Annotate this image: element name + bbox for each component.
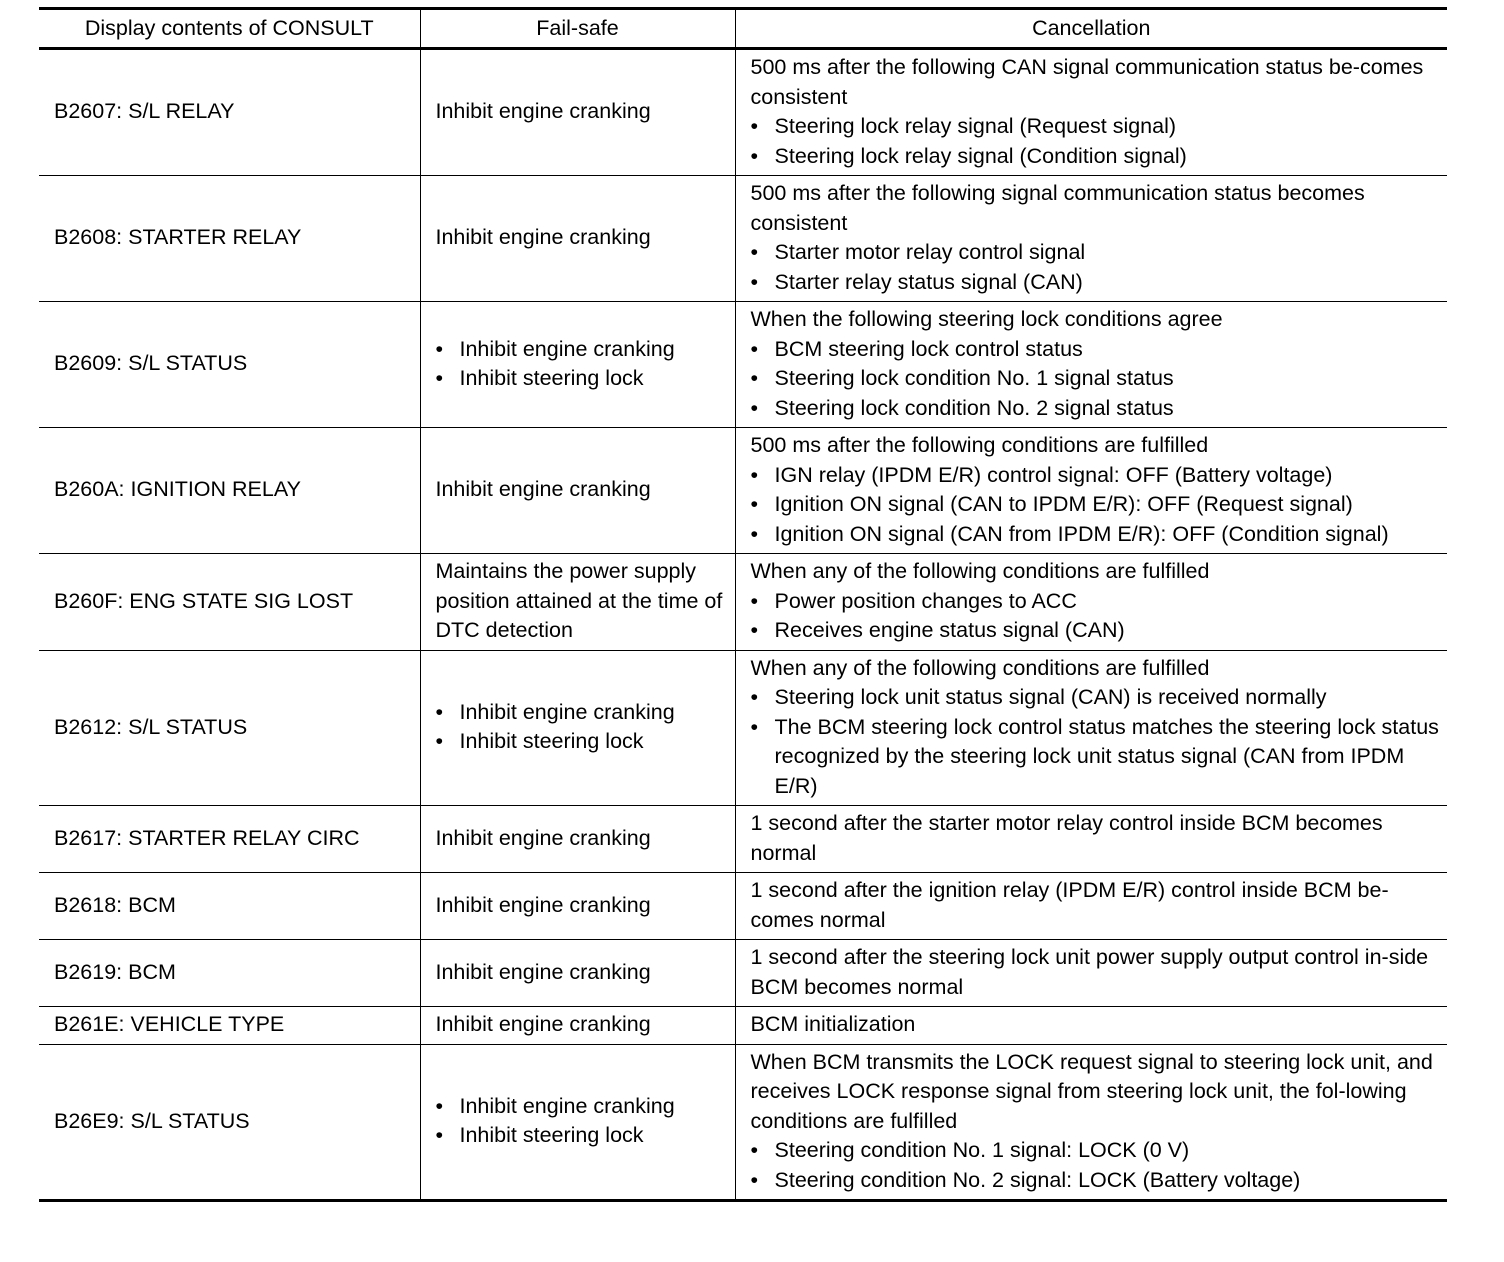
failsafe-item: Inhibit steering lock bbox=[459, 1123, 644, 1148]
cancellation-item: IGN relay (IPDM E/R) control signal: OFF (Battery voltage) bbox=[774, 462, 1333, 487]
dtc-code-cell: B2607: S/L RELAY bbox=[39, 49, 420, 176]
cancellation-item: Power position changes to ACC bbox=[774, 588, 1077, 613]
failsafe-table bbox=[39, 7, 1447, 1202]
failsafe-cell bbox=[420, 302, 735, 428]
cancellation-item: Steering lock relay signal (Condition signal) bbox=[774, 143, 1187, 168]
failsafe-text: Inhibit engine cranking bbox=[435, 825, 651, 850]
bullet-icon: • bbox=[750, 462, 759, 487]
dtc-code-cell: B2608: STARTER RELAY bbox=[39, 176, 420, 302]
failsafe-cell bbox=[420, 176, 735, 302]
cancellation-cell bbox=[735, 554, 1447, 651]
cancellation-list bbox=[751, 238, 1444, 297]
bullet-icon: • bbox=[750, 114, 759, 138]
list-item bbox=[751, 1136, 1444, 1166]
table-row bbox=[39, 428, 1447, 554]
failsafe-item: Inhibit steering lock bbox=[459, 366, 644, 390]
failsafe-cell bbox=[420, 940, 735, 1007]
cancellation-text: 500 ms after the following signal communication status becomes consistent bbox=[750, 181, 1365, 235]
bullet-icon: • bbox=[750, 618, 759, 642]
table-row bbox=[39, 650, 1447, 806]
table-row bbox=[39, 1044, 1447, 1201]
cancellation-cell bbox=[735, 428, 1447, 554]
dtc-code-cell: B2618: BCM bbox=[39, 873, 420, 940]
cancellation-cell bbox=[735, 1007, 1447, 1045]
cancellation-text: 500 ms after the following conditions are fulfilled bbox=[750, 433, 1209, 457]
dtc-code-cell: B2612: S/L STATUS bbox=[39, 650, 420, 806]
failsafe-text: Inhibit engine cranking bbox=[435, 99, 651, 124]
cancellation-list bbox=[751, 1136, 1444, 1195]
failsafe-item: Inhibit engine cranking bbox=[459, 336, 675, 361]
list-item bbox=[436, 364, 727, 394]
failsafe-text: Inhibit engine cranking bbox=[435, 959, 651, 984]
bullet-icon: • bbox=[750, 685, 759, 709]
list-item bbox=[751, 713, 1444, 802]
table-row bbox=[39, 176, 1447, 302]
list-item bbox=[751, 520, 1444, 550]
bullet-icon: • bbox=[750, 1138, 759, 1162]
cancellation-text: BCM initialization bbox=[750, 1012, 916, 1036]
failsafe-cell bbox=[420, 49, 735, 176]
cancellation-text: When any of the following conditions are fulfilled bbox=[750, 655, 1210, 680]
bullet-icon: • bbox=[750, 521, 759, 546]
cancellation-cell bbox=[735, 302, 1447, 428]
list-item bbox=[751, 461, 1444, 491]
list-item bbox=[751, 268, 1444, 298]
cancellation-cell bbox=[735, 49, 1447, 176]
list-item bbox=[751, 1166, 1444, 1196]
header-cancellation: Cancellation bbox=[735, 9, 1447, 49]
failsafe-cell bbox=[420, 806, 735, 873]
bullet-icon: • bbox=[750, 1167, 759, 1192]
list-item bbox=[751, 490, 1444, 520]
table-row bbox=[39, 1007, 1447, 1045]
cancellation-list bbox=[751, 587, 1444, 646]
failsafe-cell bbox=[420, 1044, 735, 1201]
bullet-icon: • bbox=[435, 366, 444, 390]
cancellation-list bbox=[751, 683, 1444, 801]
list-item bbox=[751, 364, 1444, 394]
failsafe-cell bbox=[420, 1007, 735, 1045]
table-header bbox=[39, 9, 1447, 49]
failsafe-cell bbox=[420, 873, 735, 940]
dtc-code-cell: B261E: VEHICLE TYPE bbox=[39, 1007, 420, 1045]
cancellation-text: When BCM transmits the LOCK request signal to steering lock unit, and receives LOCK response signal from steering lock unit, the fol-lowing conditions are fulfilled bbox=[750, 1049, 1433, 1133]
cancellation-item: Receives engine status signal (CAN) bbox=[774, 618, 1125, 642]
list-item bbox=[751, 112, 1444, 142]
bullet-icon: • bbox=[750, 336, 759, 361]
cancellation-item: The BCM steering lock control status matches the steering lock status recognized by the steering lock unit status signal (CAN from IPDM E/R) bbox=[774, 714, 1439, 798]
failsafe-list bbox=[436, 1092, 727, 1151]
cancellation-text: 500 ms after the following CAN signal communication status be-comes consistent bbox=[750, 55, 1424, 109]
bullet-icon: • bbox=[750, 588, 759, 613]
dtc-code-cell: B260A: IGNITION RELAY bbox=[39, 428, 420, 554]
failsafe-item: Inhibit steering lock bbox=[459, 729, 644, 754]
table-row bbox=[39, 873, 1447, 940]
list-item bbox=[436, 1092, 727, 1122]
failsafe-cell bbox=[420, 428, 735, 554]
list-item bbox=[436, 335, 727, 365]
header-fail-safe: Fail-safe bbox=[420, 9, 735, 49]
cancellation-list bbox=[751, 335, 1444, 424]
table-row bbox=[39, 302, 1447, 428]
list-item bbox=[751, 142, 1444, 172]
cancellation-item: Steering lock condition No. 1 signal status bbox=[774, 366, 1174, 390]
dtc-code-cell: B26E9: S/L STATUS bbox=[39, 1044, 420, 1201]
bullet-icon: • bbox=[435, 699, 444, 724]
cancellation-cell bbox=[735, 650, 1447, 806]
cancellation-cell bbox=[735, 176, 1447, 302]
dtc-code-cell: B2617: STARTER RELAY CIRC bbox=[39, 806, 420, 873]
failsafe-text: Maintains the power supply position attained at the time of DTC detection bbox=[435, 559, 723, 642]
cancellation-item: Steering lock relay signal (Request signal) bbox=[774, 114, 1177, 138]
cancellation-text: When any of the following conditions are fulfilled bbox=[750, 559, 1210, 583]
cancellation-text: 1 second after the steering lock unit power supply output control in-side BCM becomes normal bbox=[750, 945, 1429, 999]
cancellation-item: Steering condition No. 2 signal: LOCK (Battery voltage) bbox=[774, 1167, 1301, 1192]
dtc-code-cell: B2619: BCM bbox=[39, 940, 420, 1007]
cancellation-item: BCM steering lock control status bbox=[774, 336, 1083, 361]
bullet-icon: • bbox=[435, 336, 444, 361]
failsafe-list bbox=[436, 698, 727, 757]
cancellation-list bbox=[751, 112, 1444, 171]
bullet-icon: • bbox=[750, 366, 759, 390]
list-item bbox=[751, 238, 1444, 268]
header-row bbox=[39, 9, 1447, 49]
failsafe-item: Inhibit engine cranking bbox=[459, 699, 675, 724]
cancellation-item: Ignition ON signal (CAN from IPDM E/R): OFF (Condition signal) bbox=[774, 521, 1389, 546]
table-row bbox=[39, 940, 1447, 1007]
failsafe-cell bbox=[420, 650, 735, 806]
failsafe-table-container bbox=[39, 7, 1447, 1202]
list-item bbox=[436, 1121, 727, 1151]
table-row bbox=[39, 554, 1447, 651]
cancellation-cell bbox=[735, 806, 1447, 873]
table-row bbox=[39, 49, 1447, 176]
cancellation-cell bbox=[735, 873, 1447, 940]
cancellation-item: Starter relay status signal (CAN) bbox=[774, 269, 1083, 294]
bullet-icon: • bbox=[435, 1123, 444, 1148]
cancellation-text: 1 second after the ignition relay (IPDM E/R) control inside BCM be-comes normal bbox=[750, 878, 1389, 932]
cancellation-item: Ignition ON signal (CAN to IPDM E/R): OFF (Request signal) bbox=[774, 492, 1353, 516]
cancellation-text: 1 second after the starter motor relay control inside BCM becomes normal bbox=[750, 811, 1383, 865]
cancellation-item: Starter motor relay control signal bbox=[774, 240, 1086, 264]
list-item bbox=[436, 727, 727, 757]
cancellation-item: Steering lock unit status signal (CAN) is received normally bbox=[774, 685, 1327, 709]
cancellation-item: Steering condition No. 1 signal: LOCK (0 V) bbox=[774, 1138, 1190, 1162]
cancellation-cell bbox=[735, 940, 1447, 1007]
table-row bbox=[39, 806, 1447, 873]
table-body bbox=[39, 49, 1447, 1201]
failsafe-item: Inhibit engine cranking bbox=[459, 1093, 675, 1118]
bullet-icon: • bbox=[750, 240, 759, 264]
failsafe-text: Inhibit engine cranking bbox=[435, 1012, 651, 1036]
bullet-icon: • bbox=[750, 143, 759, 168]
bullet-icon: • bbox=[750, 492, 759, 516]
bullet-icon: • bbox=[435, 729, 444, 754]
list-item bbox=[751, 616, 1444, 646]
failsafe-cell bbox=[420, 554, 735, 651]
cancellation-text: When the following steering lock conditions agree bbox=[750, 307, 1223, 331]
cancellation-list bbox=[751, 461, 1444, 550]
dtc-code-cell: B260F: ENG STATE SIG LOST bbox=[39, 554, 420, 651]
failsafe-text: Inhibit engine cranking bbox=[435, 892, 651, 917]
bullet-icon: • bbox=[750, 395, 759, 420]
list-item bbox=[436, 698, 727, 728]
list-item bbox=[751, 335, 1444, 365]
list-item bbox=[751, 587, 1444, 617]
failsafe-list bbox=[436, 335, 727, 394]
bullet-icon: • bbox=[750, 269, 759, 294]
failsafe-text: Inhibit engine cranking bbox=[435, 225, 651, 250]
bullet-icon: • bbox=[435, 1093, 444, 1118]
bullet-icon: • bbox=[750, 714, 759, 739]
cancellation-cell bbox=[735, 1044, 1447, 1201]
cancellation-item: Steering lock condition No. 2 signal status bbox=[774, 395, 1174, 420]
dtc-code-cell: B2609: S/L STATUS bbox=[39, 302, 420, 428]
list-item bbox=[751, 394, 1444, 424]
failsafe-text: Inhibit engine cranking bbox=[435, 477, 651, 502]
list-item bbox=[751, 683, 1444, 713]
header-display-contents: Display contents of CONSULT bbox=[84, 15, 374, 40]
